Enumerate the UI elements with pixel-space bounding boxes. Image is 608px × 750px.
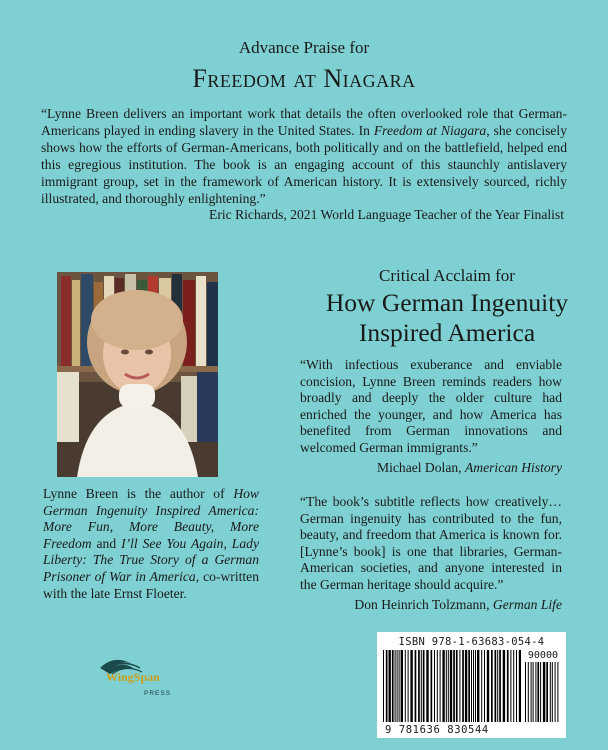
barcode-bar (557, 662, 558, 722)
bio-text-c: co-written with the late Ernst Floeter. (43, 568, 259, 601)
book2-title-line1: How German Ingenuity (325, 288, 569, 317)
acclaim-quote-1-attribution (377, 460, 562, 476)
barcode-bar (421, 650, 422, 722)
barcode-bar (487, 650, 489, 722)
quote2-name: Don Heinrich Tolzmann, (354, 597, 493, 612)
author-photo-illustration (57, 272, 218, 477)
barcode-bar (468, 650, 470, 722)
barcode-bar (528, 662, 529, 722)
barcode-bar (495, 650, 497, 722)
how-german-ingenuity-title (290, 288, 604, 348)
barcode-bar (465, 650, 467, 722)
barcode-bar (442, 650, 444, 722)
praise-text-italic: Freedom at Niagara (373, 123, 487, 138)
barcode-bars-main (383, 650, 521, 724)
barcode-bar (383, 650, 384, 722)
isbn-barcode (377, 632, 566, 738)
barcode-bar (453, 650, 455, 722)
barcode-bar (473, 650, 474, 722)
bio-text-b: and (91, 535, 122, 551)
barcode-bar (503, 650, 505, 722)
barcode-bar (543, 662, 545, 722)
barcode-bar (389, 650, 391, 722)
acclaim-quote-2-attribution (354, 597, 562, 613)
barcode-bar (386, 650, 388, 722)
freedom-at-niagara-title: Freedom at Niagara (192, 64, 416, 93)
bio-book1-title: How German Ingenuity Inspired America: More Fun, More Beauty, More Freedom (43, 486, 259, 551)
barcode-bar (437, 650, 438, 722)
advance-praise-heading: Advance Praise for (238, 38, 370, 57)
author-photo (57, 272, 218, 477)
barcode-bar (475, 650, 476, 722)
acclaim-quote-2: “The book’s subtitle reflects how creatively… German ingenuity has contributed to the fun, beauty, and freedom that America is known for. [Lynne’s book] is one that libraries, German-American societies, and anyone interested in the German heritage should acquire.” (300, 494, 562, 592)
barcode-bar (431, 650, 433, 722)
author-bio-caption (43, 486, 259, 602)
bio-text-a: Lynne Breen is the author of (43, 486, 234, 501)
barcode-bar (533, 662, 534, 722)
barcode-bar (497, 650, 498, 722)
barcode-bar (555, 662, 556, 722)
book2-title-line2: Inspired America (358, 318, 536, 347)
praise-text-part1: “Lynne Breen delivers an important work that details the often overlooked role that German-Americans played in ending slavery in the United States. In (41, 106, 567, 138)
barcode-bar (535, 662, 536, 722)
barcode-bar (546, 662, 548, 722)
barcode-bar (423, 650, 425, 722)
barcode-bar (519, 650, 521, 722)
barcode-bar (410, 650, 412, 722)
price-code: 90000 (527, 650, 558, 661)
barcode-bar (399, 650, 400, 722)
critical-acclaim-heading: Critical Acclaim for (379, 266, 515, 285)
barcode-bar (507, 650, 509, 722)
logo-press-label: PRESS (144, 690, 172, 697)
barcode-bar (540, 662, 541, 722)
barcode-bar (401, 650, 403, 722)
advance-praise-attribution: Eric Richards, 2021 World Language Teacher of the Year Finalist (209, 207, 564, 222)
barcode-bar (531, 662, 532, 722)
barcode-bar (440, 650, 441, 722)
barcode-bars-price (525, 662, 561, 724)
isbn-number: ISBN 978-1-63683-054-4 (398, 636, 545, 648)
advance-praise-quote (41, 105, 567, 207)
barcode-bar (418, 650, 420, 722)
barcode-bar (459, 650, 460, 722)
barcode-bar (448, 650, 449, 722)
quote1-source: American History (464, 460, 562, 475)
barcode-bar (481, 650, 482, 722)
barcode-bar (471, 650, 472, 722)
barcode-bar (537, 662, 539, 722)
barcode-bar (525, 662, 526, 722)
barcode-bar (405, 650, 406, 722)
barcode-bar (550, 662, 551, 722)
barcode-bar (397, 650, 398, 722)
barcode-digits: 9 781636 830544 (385, 724, 489, 736)
barcode-bar (516, 650, 517, 722)
logo-wordmark: WingSpan (106, 670, 160, 684)
barcode-bar (499, 650, 501, 722)
barcode-bar (491, 650, 493, 722)
barcode-bar (408, 650, 409, 722)
barcode-bar (513, 650, 514, 722)
barcode-bar (552, 662, 553, 722)
bio-book2-title: I’ll See You Again, Lady Liberty: The True Story of a German Prisoner of War in America, (43, 535, 259, 584)
barcode-bar (415, 650, 417, 722)
quote1-name: Michael Dolan, (377, 460, 465, 475)
barcode-bar (392, 650, 394, 722)
barcode-bar (446, 650, 447, 722)
barcode-bar (434, 650, 435, 722)
acclaim-quote-1: “With infectious exuberance and enviable concision, Lynne Breen reminds readers how broadly and deeply the older culture had enriched the younger, and how America has benefited from German innovations and welcomed German immigrants.” (300, 357, 562, 455)
barcode-bar (450, 650, 452, 722)
barcode-bar (477, 650, 479, 722)
praise-text-part2: , she concisely shows how the efforts of German-Americans, both politically and on the battlefield, helped end this egregious institution. The book is an engaging account of this staunchly antislavery immigrant group, set in the framework of American history. It is extensively sourced, richly illustrated, and thoroughly enlightening.” (41, 123, 567, 206)
barcode-bar (426, 650, 428, 722)
barcode-bar (510, 650, 511, 722)
barcode-bar (484, 650, 485, 722)
barcode-bar (456, 650, 458, 722)
quote2-source: German Life (492, 597, 562, 612)
barcode-bar (395, 650, 396, 722)
barcode-bar (462, 650, 464, 722)
